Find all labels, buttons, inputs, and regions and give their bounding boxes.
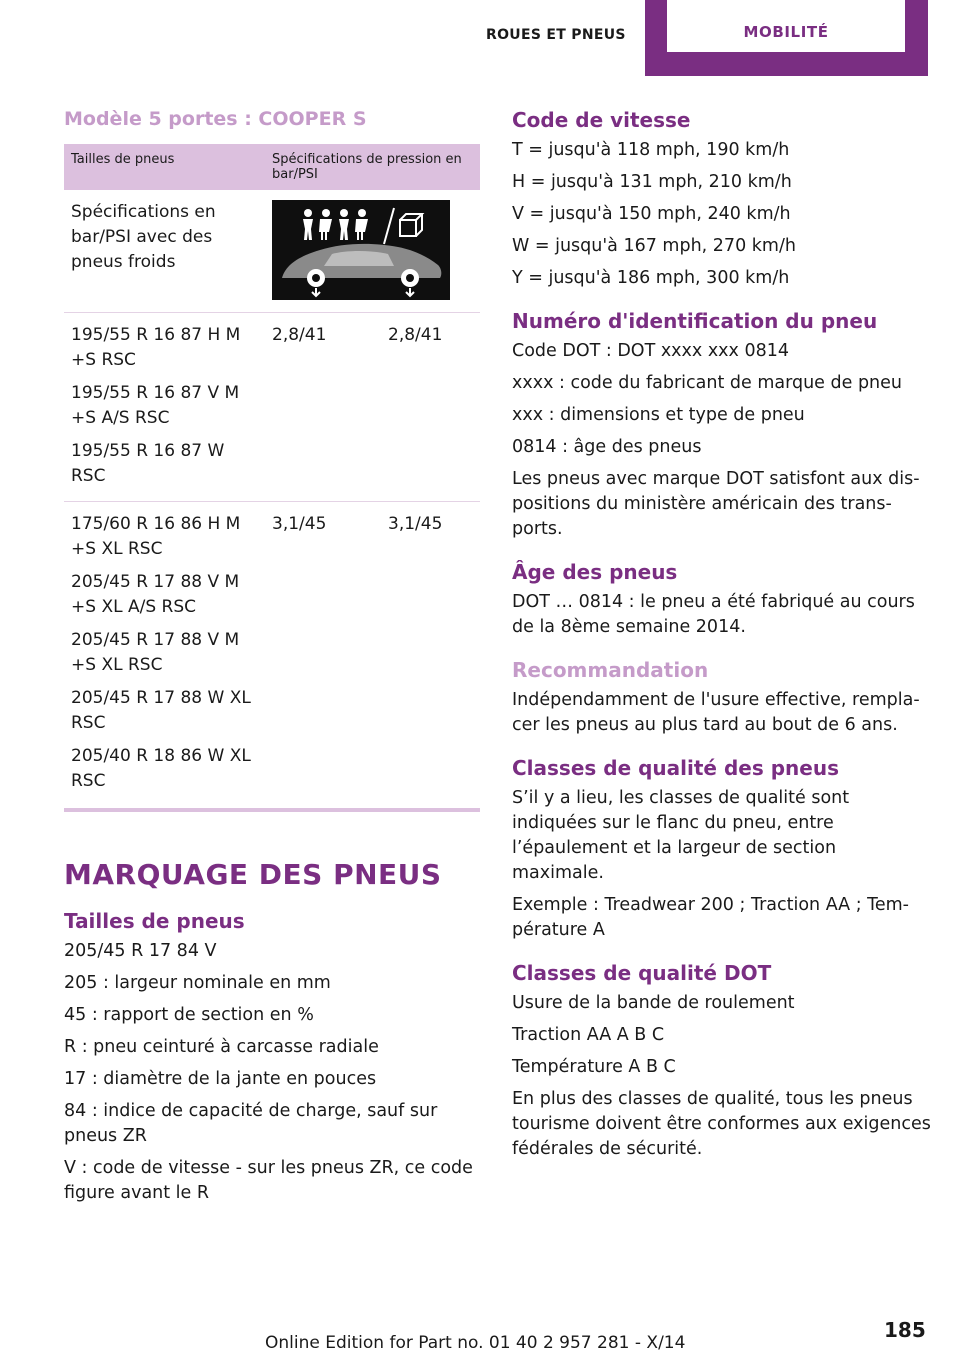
paragraph: Y = jusqu'à 186 mph, 300 km/h: [512, 268, 790, 288]
paragraph: xxx : dimensions et type de pneu: [512, 405, 805, 425]
running-header-section: ROUES ET PNEUS: [486, 27, 626, 43]
subheading-quality: Classes de qualité des pneus: [512, 756, 839, 780]
chapter-tab: [645, 0, 928, 76]
subheading-id: Numéro d'identification du pneu: [512, 309, 878, 333]
subheading-speed: Code de vitesse: [512, 108, 691, 132]
paragraph: 205/45 R 17 84 V: [64, 941, 217, 961]
spec-cell: Spécifications en bar/PSI avec des pneus froids: [64, 190, 265, 313]
pressure-rear: 2,8/41: [381, 313, 480, 502]
paragraph: W = jusqu'à 167 mph, 270 km/h: [512, 236, 796, 256]
left-column: [64, 108, 480, 1213]
size-cell: 175/60 R 16 86 H M +S XL RSC 205/45 R 17 88 V M +S XL A/S RSC 205/45 R 17 88 V M +S XL RSC 205/45 R 17 88 W XL RSC 205/40 R 18 86 W XL RSC: [64, 502, 265, 811]
paragraph: 205 : largeur nominale en mm: [64, 973, 331, 993]
right-column: [512, 108, 932, 1169]
paragraph: Code DOT : DOT xxxx xxx 0814: [512, 341, 789, 361]
car-load-pictogram-icon: [272, 200, 450, 300]
col-header-pressure: Spécifications de pression en bar/PSI: [265, 144, 480, 190]
page-number: 185: [884, 1318, 926, 1342]
paragraph: 45 : rapport de section en %: [64, 1005, 314, 1025]
paragraph: S’il y a lieu, les classes de qualité sont indiquées sur le flanc du pneu, entre l’épaulement et la largeur de section maximale.: [512, 788, 850, 883]
paragraph: Indépendamment de l'usure effective, rempla-cer les pneus au plus tard au bout de 6 ans.: [512, 690, 920, 735]
section-title: MARQUAGE DES PNEUS: [64, 858, 442, 891]
pressure-rear: 3,1/45: [381, 502, 480, 811]
paragraph: Traction AA A B C: [512, 1025, 665, 1045]
subheading-sizes: Tailles de pneus: [64, 909, 245, 933]
col-header-sizes: Tailles de pneus: [64, 144, 265, 190]
paragraph: Les pneus avec marque DOT satisfont aux dis-positions du ministère américain des trans-ports.: [512, 469, 920, 539]
paragraph: Exemple : Treadwear 200 ; Traction AA ; Tem-pérature A: [512, 895, 909, 940]
paragraph: DOT … 0814 : le pneu a été fabriqué au cours de la 8ème semaine 2014.: [512, 592, 915, 637]
table-heading: Modèle 5 portes : COOPER S: [64, 108, 367, 130]
size-cell: 195/55 R 16 87 H M +S RSC 195/55 R 16 87 V M +S A/S RSC 195/55 R 16 87 W RSC: [64, 313, 265, 502]
paragraph: T = jusqu'à 118 mph, 190 km/h: [512, 140, 790, 160]
paragraph: En plus des classes de qualité, tous les pneus tourisme doivent être conformes aux exigences fédérales de sécurité.: [512, 1089, 931, 1159]
paragraph: 0814 : âge des pneus: [512, 437, 702, 457]
paragraph: V : code de vitesse - sur les pneus ZR, ce code figure avant le R: [64, 1158, 473, 1203]
paragraph: R : pneu ceinturé à carcasse radiale: [64, 1037, 379, 1057]
pressure-front: 2,8/41: [265, 313, 381, 502]
pressure-table: [64, 144, 480, 812]
paragraph: H = jusqu'à 131 mph, 210 km/h: [512, 172, 792, 192]
paragraph: V = jusqu'à 150 mph, 240 km/h: [512, 204, 791, 224]
subheading-recommendation: Recommandation: [512, 658, 709, 682]
pressure-front: 3,1/45: [265, 502, 381, 811]
paragraph: Usure de la bande de roulement: [512, 993, 795, 1013]
subheading-dot: Classes de qualité DOT: [512, 961, 772, 985]
paragraph: 84 : indice de capacité de charge, sauf sur pneus ZR: [64, 1101, 438, 1146]
chapter-tab-label: MOBILITÉ: [743, 23, 829, 41]
car-pictogram-cell: [265, 190, 480, 313]
edition-footer: Online Edition for Part no. 01 40 2 957 281 - X/14: [265, 1333, 686, 1353]
paragraph: xxxx : code du fabricant de marque de pneu: [512, 373, 903, 393]
paragraph: Température A B C: [512, 1057, 676, 1077]
paragraph: 17 : diamètre de la jante en pouces: [64, 1069, 377, 1089]
subheading-age: Âge des pneus: [512, 560, 678, 584]
